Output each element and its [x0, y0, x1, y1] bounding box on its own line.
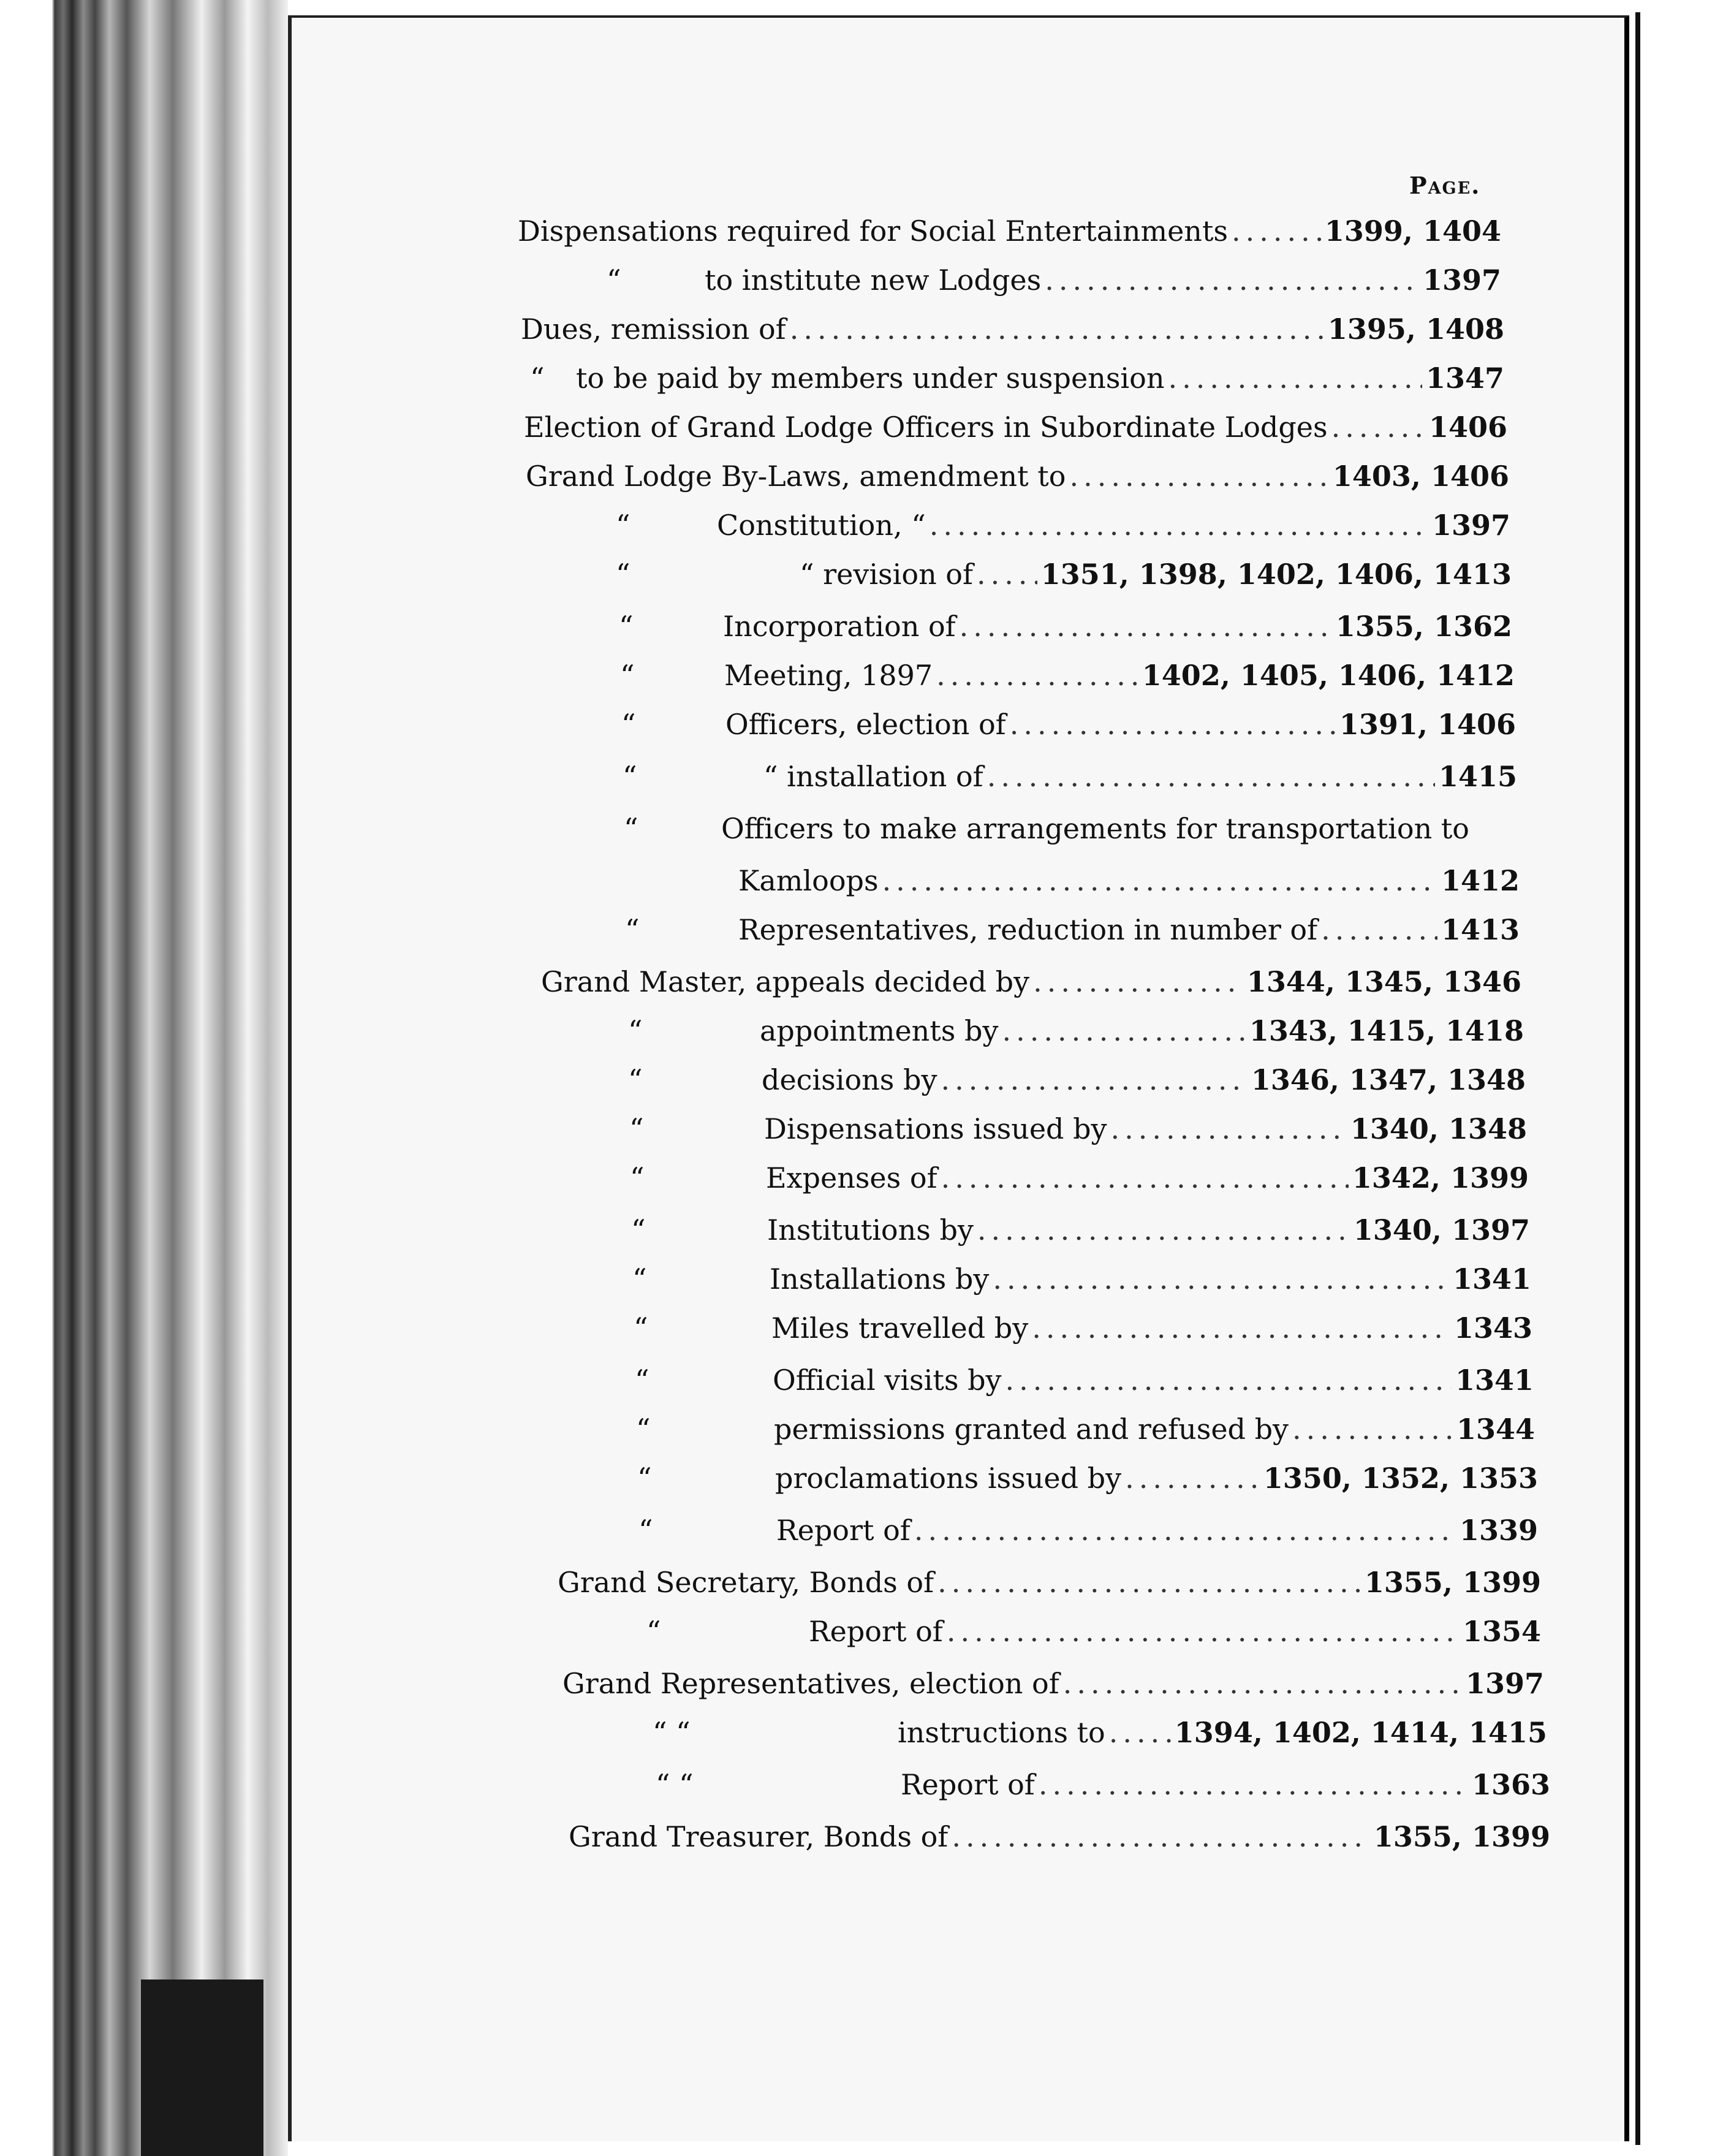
page-numbers: 1355, 1399 — [1364, 1566, 1541, 1599]
page-numbers: 1397 — [1431, 509, 1510, 542]
entry-text: decisions by — [762, 1063, 937, 1096]
index-entry — [636, 1413, 1535, 1449]
leader-dots — [977, 1213, 1350, 1247]
page-numbers: 1351, 1398, 1402, 1406, 1413 — [1040, 558, 1512, 591]
page-numbers: 1350, 1352, 1353 — [1263, 1462, 1538, 1495]
entry-text: Grand Representatives, election of — [562, 1667, 1059, 1700]
ditto-mark: “ — [621, 708, 636, 741]
page-numbers: 1341 — [1452, 1262, 1531, 1296]
page-numbers: 1363 — [1471, 1768, 1550, 1801]
page-numbers: 1347 — [1425, 362, 1504, 395]
index-entry — [628, 1063, 1526, 1100]
entry-text: Officers to make arrangements for transportation to — [721, 812, 1469, 845]
page-numbers: 1395, 1408 — [1327, 313, 1504, 346]
index-entry — [541, 965, 1521, 1002]
ditto-mark: “ — [628, 1063, 643, 1096]
leader-dots — [941, 1063, 1247, 1096]
index-entry — [620, 659, 1515, 696]
ditto-mark: “ — [637, 1462, 652, 1495]
page-numbers: 1340, 1397 — [1353, 1213, 1530, 1247]
leader-dots — [952, 1820, 1370, 1853]
leader-dots — [790, 313, 1324, 346]
leader-dots — [987, 760, 1435, 793]
index-entry — [629, 1112, 1527, 1149]
facing-page-edge — [1629, 0, 1723, 2156]
entry-text: Dispensations required for Social Entertainments — [518, 214, 1229, 248]
ditto-mark: “ — [628, 1014, 643, 1047]
entry-text: proclamations issued by — [775, 1462, 1122, 1495]
index-entry — [524, 411, 1507, 447]
ditto-mark: “ — [629, 1112, 644, 1145]
ditto-mark: “ — [623, 760, 637, 793]
index-entry — [628, 1014, 1524, 1051]
entry-text: Report of — [776, 1514, 911, 1547]
ditto-mark: “ — [646, 1615, 661, 1648]
page-numbers: 1346, 1347, 1348 — [1251, 1063, 1526, 1096]
index-entry — [635, 1364, 1534, 1400]
page-numbers: 1399, 1404 — [1324, 214, 1501, 248]
entry-text: Kamloops — [738, 864, 879, 897]
index-entry — [616, 558, 1512, 594]
entry-text: Election of Grand Lodge Officers in Subordinate Lodges — [524, 411, 1328, 444]
index-entry — [526, 460, 1509, 496]
leader-dots — [1045, 264, 1419, 297]
page-numbers: 1413 — [1441, 913, 1520, 946]
ditto-mark: “ “ — [656, 1768, 694, 1801]
entry-text: Official visits by — [773, 1364, 1002, 1397]
ditto-mark: “ — [631, 1213, 646, 1247]
leader-dots — [977, 558, 1037, 591]
leader-dots — [1069, 460, 1328, 493]
ditto-mark: “ — [530, 362, 545, 395]
leader-dots — [1002, 1014, 1245, 1047]
ditto-mark: “ — [635, 1364, 649, 1397]
entry-text: to be paid by members under suspension — [576, 362, 1165, 395]
ditto-mark: “ — [636, 1413, 651, 1446]
page-numbers: 1415 — [1438, 760, 1517, 793]
entry-text: to institute new Lodges — [705, 264, 1042, 297]
index-entry — [653, 1716, 1547, 1753]
book-page-edges — [0, 0, 288, 2156]
page-numbers: 1355, 1362 — [1335, 610, 1512, 643]
leader-dots — [1321, 913, 1437, 946]
ditto-mark: “ “ — [653, 1716, 691, 1749]
ditto-mark: “ — [616, 558, 631, 591]
leader-dots — [1033, 965, 1243, 998]
leader-dots — [1063, 1667, 1462, 1700]
leader-dots — [1039, 1768, 1468, 1801]
index-entry — [530, 362, 1504, 398]
index-entry — [638, 1514, 1538, 1551]
ditto-mark: “ — [632, 1262, 647, 1296]
page-numbers: 1402, 1405, 1406, 1412 — [1142, 659, 1515, 692]
entry-text: Dispensations issued by — [764, 1112, 1107, 1145]
entry-text: Installations by — [770, 1262, 990, 1296]
index-entry — [646, 1615, 1541, 1652]
leader-dots — [1010, 708, 1336, 741]
ditto-mark: “ — [619, 610, 634, 643]
leader-dots — [947, 1615, 1459, 1648]
book-spine-shadow — [141, 1979, 263, 2156]
entry-text: Expenses of — [766, 1161, 937, 1194]
leader-dots — [1005, 1364, 1452, 1397]
page-numbers: 1339 — [1459, 1514, 1538, 1547]
entry-text: instructions to — [898, 1716, 1105, 1749]
entry-text: Report of — [809, 1615, 943, 1648]
index-entry — [518, 214, 1501, 251]
index-entry — [630, 1161, 1529, 1198]
index-entry — [637, 1462, 1538, 1498]
page-numbers: 1343, 1415, 1418 — [1249, 1014, 1524, 1047]
entry-text: Dues, remission of — [521, 313, 786, 346]
ditto-mark: “ — [625, 913, 640, 946]
entry-text: Grand Lodge By-Laws, amendment to — [526, 460, 1066, 493]
entry-text: Grand Treasurer, Bonds of — [569, 1820, 949, 1853]
leader-dots — [941, 1161, 1349, 1194]
entry-text: Institutions by — [767, 1213, 974, 1247]
entry-text: Officers, election of — [725, 708, 1006, 741]
entry-text: Grand Master, appeals decided by — [541, 965, 1030, 998]
page-numbers: 1403, 1406 — [1332, 460, 1509, 493]
page-numbers: 1397 — [1465, 1667, 1544, 1700]
index-entry — [625, 913, 1520, 950]
page-numbers: 1341 — [1455, 1364, 1534, 1397]
index-entry — [634, 1311, 1532, 1348]
index-entry — [558, 1566, 1541, 1603]
page-numbers: 1391, 1406 — [1339, 708, 1516, 741]
ditto-mark: “ — [620, 659, 635, 692]
entry-text: Constitution, “ — [717, 509, 926, 542]
ditto-mark: “ — [630, 1161, 645, 1194]
page-numbers: 1355, 1399 — [1373, 1820, 1550, 1853]
page-numbers: 1412 — [1441, 864, 1520, 897]
page-numbers: 1406 — [1428, 411, 1507, 444]
leader-dots — [1168, 362, 1422, 395]
leader-dots — [936, 659, 1138, 692]
entry-text: “ revision of — [800, 558, 974, 591]
ditto-mark: “ — [607, 264, 621, 297]
leader-dots — [960, 610, 1332, 643]
index-entry — [632, 1262, 1531, 1299]
leader-dots — [914, 1514, 1456, 1547]
leader-dots — [882, 864, 1437, 897]
entry-text: permissions granted and refused by — [774, 1413, 1289, 1446]
index-entry — [619, 610, 1512, 647]
entry-text: Meeting, 1897 — [724, 659, 933, 692]
page-numbers: 1342, 1399 — [1352, 1161, 1529, 1194]
index-entry — [607, 264, 1501, 300]
leader-dots — [937, 1566, 1361, 1599]
entry-text: Report of — [901, 1768, 1035, 1801]
leader-dots — [1111, 1112, 1347, 1145]
ditto-mark: “ — [638, 1514, 653, 1547]
index-entry — [616, 509, 1510, 545]
leader-dots — [993, 1262, 1449, 1296]
leader-dots — [1292, 1413, 1453, 1446]
ditto-mark: “ — [616, 509, 631, 542]
entry-text: Grand Secretary, Bonds of — [558, 1566, 934, 1599]
entry-text: “ installation of — [763, 760, 983, 793]
ditto-mark: “ — [624, 812, 638, 845]
index-entry — [562, 1667, 1544, 1704]
index-entry — [738, 864, 1520, 901]
entry-text: Representatives, reduction in number of — [738, 913, 1318, 946]
index-entry — [621, 708, 1516, 745]
page-numbers: 1340, 1348 — [1350, 1112, 1527, 1145]
entry-text: Miles travelled by — [771, 1311, 1029, 1345]
page-numbers: 1354 — [1462, 1615, 1541, 1648]
index-entry — [624, 812, 1469, 849]
index-entry — [521, 313, 1504, 349]
leader-dots — [1232, 214, 1321, 248]
entry-text: appointments by — [760, 1014, 999, 1047]
leader-dots — [1032, 1311, 1450, 1345]
leader-dots — [1109, 1716, 1171, 1749]
leader-dots — [930, 509, 1428, 542]
page-numbers: 1344 — [1456, 1413, 1535, 1446]
page-column-heading: Page. — [1409, 172, 1481, 199]
index-entry — [569, 1820, 1550, 1857]
page-numbers: 1397 — [1422, 264, 1501, 297]
index-entry — [631, 1213, 1530, 1250]
ditto-mark: “ — [634, 1311, 648, 1345]
page-numbers: 1344, 1345, 1346 — [1246, 965, 1521, 998]
index-entry — [623, 760, 1517, 797]
leader-dots — [1331, 411, 1425, 444]
leader-dots — [1125, 1462, 1260, 1495]
index-entry — [656, 1768, 1550, 1805]
entry-text: Incorporation of — [723, 610, 956, 643]
page-numbers: 1394, 1402, 1414, 1415 — [1174, 1716, 1547, 1749]
page-numbers: 1343 — [1453, 1311, 1532, 1345]
